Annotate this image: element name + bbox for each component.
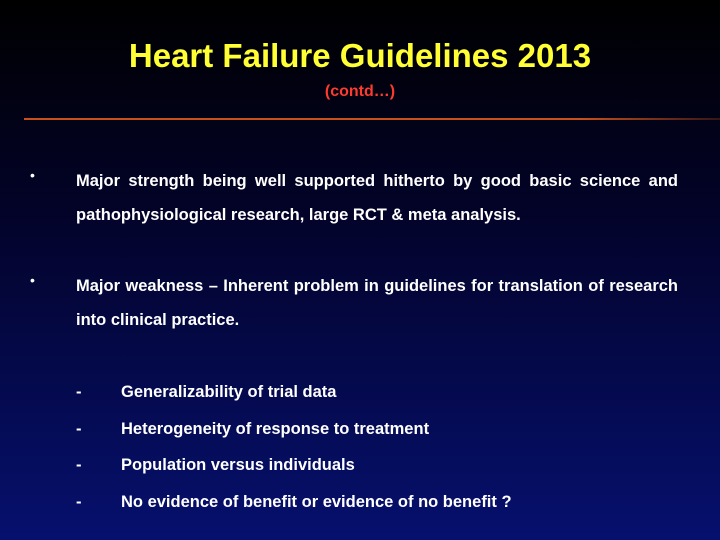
sub-point-list: [76, 374, 676, 520]
sub-item-text: No evidence of benefit or evidence of no benefit ?: [121, 492, 512, 511]
sub-item-text: Heterogeneity of response to treatment: [121, 419, 430, 438]
bullet-text-strength: Major strength being well supported hitherto by good basic science and pathophysiological research, large RCT & meta analysis.: [76, 172, 678, 224]
bullet-marker: •: [30, 167, 35, 183]
sub-item-text: Generalizability of trial data: [121, 383, 337, 401]
dash-marker: -: [76, 383, 82, 401]
dash-marker: -: [76, 492, 82, 511]
slide-subtitle: (contd…): [324, 83, 396, 100]
dash-marker: -: [76, 419, 82, 438]
slide-title: Heart Failure Guidelines 2013: [128, 37, 592, 74]
title-divider: [24, 118, 720, 120]
list-item: [76, 484, 676, 521]
bullet-marker: •: [30, 272, 35, 288]
sub-item-text: Population versus individuals: [121, 456, 355, 474]
list-item: [76, 411, 676, 448]
list-item: [76, 447, 676, 484]
bullet-text-weakness: Major weakness – Inherent problem in guidelines for translation of research into clinical practice.: [76, 277, 678, 329]
list-item: [76, 374, 676, 411]
dash-marker: -: [76, 456, 82, 474]
